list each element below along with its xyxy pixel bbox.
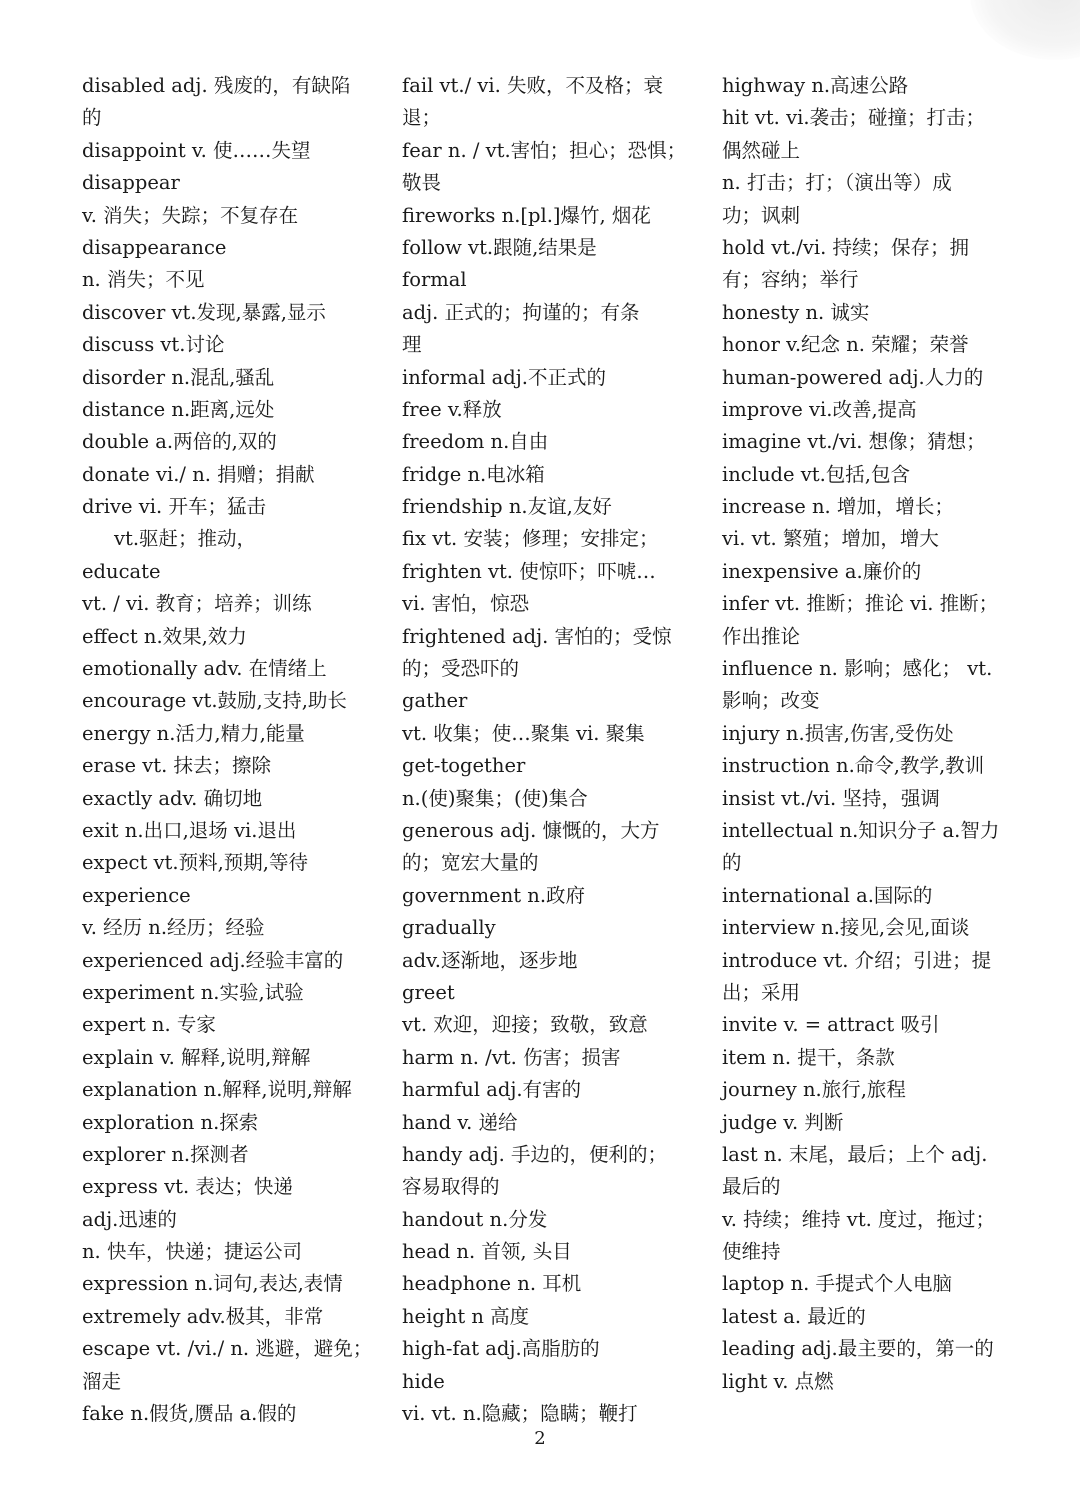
entry-line: height n 高度 [402, 1304, 530, 1328]
entry-line: experiment n.实验,试验 [82, 980, 304, 1004]
entry-line: exploration n.探索 [82, 1110, 259, 1134]
entry-line: inexpensive a.廉价的 [722, 559, 922, 583]
entry-line: n.(使)聚集；(使)集合 [402, 786, 588, 810]
entry-line: disorder n.混乱,骚乱 [82, 365, 275, 389]
entry-line: 有；容纳；举行 [722, 268, 859, 292]
entry-line: distance n.距离,远处 [82, 397, 275, 421]
entry-line: international a.国际的 [722, 883, 933, 907]
entry-line: get-together [402, 754, 526, 778]
entry-line: 溜走 [82, 1369, 122, 1393]
entry-line: explain v. 解释,说明,辩解 [82, 1045, 311, 1069]
entry-line: disabled adj. 残废的，有缺陷 [82, 74, 351, 97]
entry-line: imagine vt./vi. 想像；猜想； [722, 430, 986, 454]
entry-line: 偶然碰上 [722, 138, 801, 162]
entry-line: effect n.效果,效力 [82, 624, 247, 648]
entry-line: honesty n. 诚实 [722, 300, 870, 324]
entry-line: include vt.包括,包含 [722, 462, 910, 486]
entry-line: v. 持续；维持 vt. 度过，拖过； [722, 1207, 996, 1231]
entry-line: intellectual n.知识分子 a.智力 [722, 818, 1000, 842]
entry-line: 功；讽刺 [722, 203, 801, 227]
entry-line: discover vt.发现,暴露,显示 [82, 300, 326, 324]
entry-line: freedom n.自由 [402, 430, 549, 454]
entry-line: leading adj.最主要的，第一的 [722, 1337, 994, 1361]
entry-line: 出；采用 [722, 980, 801, 1004]
entry-line: human-powered adj.人力的 [722, 365, 984, 389]
entry-line: handout n.分发 [402, 1207, 548, 1231]
entry-line: express vt. 表达；快递 [82, 1175, 293, 1199]
entry-line: introduce vt. 介绍；引进；提 [722, 948, 992, 972]
entry-line: v. 消失；失踪；不复存在 [82, 203, 299, 227]
entry-line: energy n.活力,精力,能量 [82, 721, 305, 745]
entry-line: fix vt. 安装；修理；安排定； [402, 527, 659, 551]
entry-line: extremely adv.极其，非常 [82, 1304, 324, 1328]
entry-line: adv.逐渐地，逐步地 [402, 948, 578, 972]
vocabulary-column-2 [402, 70, 692, 1430]
entry-line: disappearance [82, 235, 227, 259]
entry-line: formal [402, 268, 467, 292]
entry-line: highway n.高速公路 [722, 74, 909, 97]
entry-line: 容易取得的 [402, 1175, 500, 1199]
entry-line: frightened adj. 害怕的；受惊 [402, 624, 672, 648]
entry-line: honor v.纪念 n. 荣耀；荣誉 [722, 333, 969, 357]
vocabulary-column-3 [722, 70, 1012, 1398]
entry-line: improve vi.改善,提高 [722, 397, 917, 421]
entry-line: vt. 欢迎，迎接；致敬，致意 [402, 1013, 648, 1037]
entry-line: hit vt. vi.袭击；碰撞；打击； [722, 106, 986, 130]
entry-line: increase n. 增加，增长； [722, 495, 954, 519]
entry-line: vt.驱赶；推动， [114, 527, 257, 551]
entry-line: vt. 收集；使…聚集 vi. 聚集 [402, 721, 645, 745]
entry-line: gather [402, 689, 468, 713]
entry-line: free v.释放 [402, 397, 502, 421]
entry-line: judge v. 判断 [722, 1110, 844, 1134]
entry-line: expression n.词句,表达,表情 [82, 1272, 343, 1296]
vocabulary-column-1 [82, 70, 372, 1430]
entry-line: fireworks n.[pl.]爆竹, 烟花 [402, 203, 651, 227]
entry-line: greet [402, 980, 455, 1004]
entry-line: fear n. / vt.害怕；担心；恐惧； [402, 138, 687, 162]
entry-line: follow vt.跟随,结果是 [402, 235, 597, 259]
entry-line: 影响；改变 [722, 689, 820, 713]
entry-line: n. 打击；打；（演出等）成 [722, 171, 952, 195]
entry-line: harm n. /vt. 伤害；损害 [402, 1045, 621, 1069]
entry-line: 使维持 [722, 1240, 781, 1264]
entry-line: invite v. = attract 吸引 [722, 1013, 940, 1037]
entry-line: hand v. 递给 [402, 1110, 518, 1134]
entry-line: explanation n.解释,说明,辩解 [82, 1078, 352, 1102]
entry-line: educate [82, 559, 161, 583]
entry-line: item n. 提干，条款 [722, 1045, 895, 1069]
entry-line: exit n.出口,退场 vi.退出 [82, 818, 297, 842]
entry-line: 最后的 [722, 1175, 781, 1199]
entry-line: vt. / vi. 教育；培养；训练 [82, 592, 312, 616]
entry-line: friendship n.友谊,友好 [402, 495, 612, 519]
entry-line: n. 快车，快递；捷运公司 [82, 1240, 302, 1264]
entry-line: erase vt. 抹去；擦除 [82, 754, 271, 778]
entry-line: double a.两倍的,双的 [82, 430, 277, 454]
entry-line: last n. 末尾，最后；上个 adj. [722, 1142, 988, 1166]
entry-line: headphone n. 耳机 [402, 1272, 582, 1296]
entry-line: 敬畏 [402, 171, 442, 195]
entry-line: 的；受恐吓的 [402, 657, 520, 681]
page-corner-shadow [970, 0, 1080, 60]
entry-line: drive vi. 开车；猛击 [82, 495, 266, 519]
entry-line: expect vt.预料,预期,等待 [82, 851, 308, 875]
entry-line: interview n.接见,会见,面谈 [722, 916, 970, 940]
entry-line: fail vt./ vi. 失败，不及格；衰 [402, 74, 663, 97]
entry-line: light v. 点燃 [722, 1369, 834, 1393]
entry-line: exactly adv. 确切地 [82, 786, 263, 810]
entry-line: hide [402, 1369, 445, 1393]
entry-line: v. 经历 n.经历；经验 [82, 916, 265, 940]
entry-line: 理 [402, 333, 422, 357]
entry-line: gradually [402, 916, 496, 940]
entry-line: experience [82, 883, 191, 907]
entry-line: 作出推论 [722, 624, 801, 648]
entry-line: explorer n.探测者 [82, 1142, 249, 1166]
entry-line: latest a. 最近的 [722, 1304, 866, 1328]
entry-line: influence n. 影响；感化； vt. [722, 657, 993, 681]
entry-line: fridge n.电冰箱 [402, 462, 545, 486]
entry-line: emotionally adv. 在情绪上 [82, 657, 327, 681]
entry-line: laptop n. 手提式个人电脑 [722, 1272, 953, 1296]
entry-line: generous adj. 慷慨的，大方 [402, 818, 660, 842]
entry-line: harmful adj.有害的 [402, 1078, 582, 1102]
entry-line: 的 [82, 106, 102, 130]
entry-line: insist vt./vi. 坚持，强调 [722, 786, 940, 810]
entry-line: journey n.旅行,旅程 [722, 1078, 906, 1102]
entry-line: adj.迅速的 [82, 1207, 177, 1231]
entry-line: disappoint v. 使……失望 [82, 138, 311, 162]
entry-line: vi. vt. n.隐藏；隐瞒；鞭打 [402, 1402, 638, 1426]
entry-line: injury n.损害,伤害,受伤处 [722, 721, 954, 745]
entry-line: 的 [722, 851, 742, 875]
entry-line: head n. 首领, 头目 [402, 1240, 572, 1264]
entry-line: 的；宽宏大量的 [402, 851, 539, 875]
entry-line: informal adj.不正式的 [402, 365, 606, 389]
entry-line: fake n.假货,赝品 a.假的 [82, 1402, 297, 1426]
entry-line: expert n. 专家 [82, 1013, 216, 1037]
entry-line: 退； [402, 106, 442, 130]
entry-line: vi. 害怕，惊恐 [402, 592, 530, 616]
entry-line: discuss vt.讨论 [82, 333, 225, 357]
entry-line: handy adj. 手边的，便利的； [402, 1142, 667, 1166]
entry-line: disappear [82, 171, 180, 195]
entry-line: experienced adj.经验丰富的 [82, 948, 344, 972]
entry-line: donate vi./ n. 捐赠；捐献 [82, 462, 315, 486]
entry-line: n. 消失；不见 [82, 268, 205, 292]
entry-line: infer vt. 推断；推论 vi. 推断； [722, 592, 999, 616]
entry-line: adj. 正式的；拘谨的；有条 [402, 300, 640, 324]
entry-line: instruction n.命令,教学,教训 [722, 754, 985, 778]
entry-line: hold vt./vi. 持续；保存；拥 [722, 235, 969, 259]
entry-line: government n.政府 [402, 883, 586, 907]
entry-line: encourage vt.鼓励,支持,助长 [82, 689, 347, 713]
entry-line: high-fat adj.高脂肪的 [402, 1337, 600, 1361]
entry-line: frighten vt. 使惊吓；吓唬… [402, 559, 656, 583]
page-number: 2 [534, 1428, 546, 1449]
entry-line: vi. vt. 繁殖；增加，增大 [722, 527, 939, 551]
entry-line: escape vt. /vi./ n. 逃避，避免； [82, 1337, 373, 1361]
